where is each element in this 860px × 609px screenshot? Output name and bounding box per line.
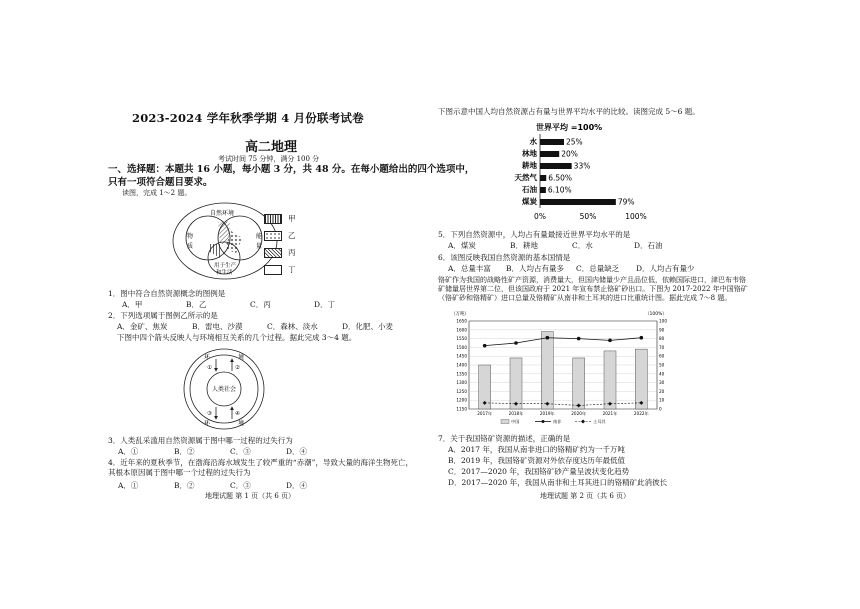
bar-value-label: 6.50%	[548, 173, 573, 183]
right-y-tick-label: 50	[659, 362, 665, 368]
cycle-center-label: 人类社会	[212, 386, 237, 393]
bar	[540, 199, 616, 205]
q3-option-a[interactable]: A．①	[118, 447, 139, 456]
q7-option-a[interactable]: A．2017 年，我国从南非进口的铬精矿约为一千万吨	[448, 445, 625, 454]
q5-option-d[interactable]: D．石油	[634, 241, 663, 250]
q3-option-b[interactable]: B．②	[174, 447, 195, 456]
question-2-options	[117, 322, 417, 332]
right-y-tick-label: 0	[659, 406, 662, 412]
turkey-line	[485, 403, 642, 406]
cycle-huan-bot: 环	[204, 420, 211, 427]
cycle-num-1: ①	[207, 365, 212, 371]
legend-item-yi	[264, 227, 304, 244]
legend-swatch-bing	[264, 248, 282, 258]
x-tick-label: 2017年	[477, 411, 493, 416]
q5-option-b[interactable]: B．耕地	[510, 241, 539, 250]
venn-label-neng: 能	[256, 233, 263, 240]
legend-marker-south-africa	[542, 420, 545, 423]
venn-label-ziran: 自然环境	[210, 210, 235, 217]
import-bar	[573, 358, 585, 409]
q3-option-c[interactable]: C．③	[230, 447, 251, 456]
bar-value-label: 79%	[617, 197, 635, 207]
question-1-options	[122, 300, 378, 310]
q2-option-d[interactable]: D．化肥、小麦	[342, 322, 394, 331]
x-tick-label: 2019年	[539, 411, 555, 416]
venn-label-liang: 量	[256, 243, 263, 250]
question-4-line1: 4．近年来的夏秋季节，在渤海沿海水域发生了较严重的“赤潮”，导致大量的海洋生物死亡，	[108, 458, 413, 467]
q1-option-a[interactable]: A．甲	[122, 300, 143, 309]
footer-left: 地理试题 第 1 页（共 6 页）	[205, 492, 296, 500]
question-4	[108, 458, 413, 478]
bar-value-label: 25%	[566, 137, 583, 147]
intro-7-8-line2: 矿储量居世界第二位，但该国政府于 2021 年宣布禁止铬矿砂出口。下图为 2017-2022 年中国铬矿	[438, 285, 748, 293]
left-y-tick-label: 1450	[456, 353, 467, 359]
cycle-num-2: ②	[235, 365, 240, 371]
right-axis-unit: （100%）	[645, 312, 667, 317]
question-3-options	[118, 447, 342, 457]
bar-value-label: 20%	[561, 149, 578, 159]
x-tick-label: 2021年	[602, 411, 618, 416]
q7-option-d[interactable]: D．2017—2020 年，我国从南非和土耳其进口的铬精矿此消彼长	[448, 478, 668, 487]
right-y-tick-label: 100	[659, 318, 667, 324]
reference-label: 世界平均 =100%	[536, 123, 603, 132]
q1-option-c[interactable]: C．丙	[250, 300, 271, 309]
subject-title: 高二地理	[245, 140, 298, 155]
question-6: 6．该图反映我国自然资源的基本国情是	[438, 253, 571, 262]
import-bar	[541, 332, 553, 409]
south-africa-line	[485, 338, 642, 346]
legend-marker-turkey	[581, 420, 585, 424]
legend-label-turkey: 土耳其	[593, 419, 606, 424]
question-5: 5．下列自然资源中，人均占有量最接近世界平均水平的是	[438, 230, 631, 239]
legend-swatch-jia	[264, 214, 282, 224]
left-y-tick-label: 1250	[456, 388, 467, 394]
right-y-tick-label: 30	[659, 380, 665, 386]
footer-right: 地理试题 第 2 页（共 6 页）	[540, 492, 631, 500]
legend-label-south-africa: 南非	[553, 419, 562, 424]
left-axis-unit: （万吨）	[451, 312, 469, 317]
import-bar	[635, 349, 647, 409]
intro-7-8	[438, 276, 758, 303]
question-5-options	[448, 241, 696, 251]
left-y-tick-label: 1650	[456, 318, 467, 324]
venn-label-yongyu: 用于生产	[214, 263, 237, 269]
q1-option-b[interactable]: B．乙	[186, 300, 207, 309]
bar-category-label: 林地	[522, 149, 537, 158]
bar-category-label: 水	[529, 137, 537, 146]
question-4-options	[118, 481, 342, 491]
q7-option-b[interactable]: B．2019 年，我国铬矿资源对外依存度达历年最低值	[448, 456, 625, 465]
x-tick-label: 2022年	[633, 411, 649, 416]
right-y-tick-label: 10	[659, 397, 665, 403]
q5-option-a[interactable]: A．煤炭	[448, 241, 476, 250]
left-y-tick-label: 1150	[456, 406, 467, 412]
left-y-tick-label: 1550	[456, 336, 467, 342]
legend-swatch-ding	[264, 265, 282, 275]
south-africa-point	[483, 344, 487, 348]
q6-option-b[interactable]: B．人均占有量多	[506, 264, 565, 273]
bar-value-label: 6.10%	[547, 185, 572, 195]
section-heading-line1: 一、选择题：本题共 16 小题，每小题 3 分，共 48 分。在每小题给出的四个选项中，	[108, 164, 475, 175]
x-tick-label: 2018年	[508, 411, 524, 416]
right-y-tick-label: 40	[659, 371, 665, 377]
legend-label-jia: 甲	[288, 213, 296, 223]
q5-option-c[interactable]: C．水	[572, 241, 593, 250]
bar-category-label: 石油	[522, 185, 537, 194]
cycle-diagram	[180, 345, 268, 433]
left-y-tick-label: 1350	[456, 371, 467, 377]
legend-item-jia	[264, 210, 304, 227]
q4-option-a[interactable]: A．①	[118, 481, 139, 490]
bar	[540, 187, 546, 193]
q4-option-c[interactable]: C．③	[230, 481, 251, 490]
bar-x-tick-label: 100%	[625, 212, 647, 221]
intro-7-8-line1: 铬矿作为我国的战略性矿产资源，消费量大，但国内储量少产且品位低，依赖国际进口，津巴布韦铬	[438, 276, 746, 284]
right-y-tick-label: 20	[659, 388, 665, 394]
intro-5-6: 下图示意中国人均自然资源占有量与世界平均水平的比较。读图完成 5～6 题。	[438, 107, 700, 116]
q6-option-c[interactable]: C．总量缺乏	[576, 264, 620, 273]
q2-option-b[interactable]: B．雷电、沙漠	[192, 322, 243, 331]
legend-swatch-china	[501, 420, 509, 424]
left-y-tick-label: 1600	[456, 327, 467, 333]
venn-label-zhi: 质	[187, 243, 194, 250]
intro-7-8-line3: （铬矿砂和铬精矿）进口总量及铬精矿从南非和土耳其的进口比重统计图。据此完成 7～8 题。	[438, 294, 732, 302]
cycle-jing-bot: 境	[238, 420, 245, 427]
legend-label-bing: 丙	[288, 247, 296, 257]
legend-label-ding: 丁	[288, 264, 296, 274]
exam-title: 2023-2024 学年秋季学期 4 月份联考试卷	[132, 111, 364, 125]
resource-bar-chart	[490, 120, 660, 228]
right-y-tick-label: 90	[659, 327, 665, 333]
q2-option-c[interactable]: C．森林、淡水	[267, 322, 318, 331]
south-africa-point	[640, 336, 644, 340]
left-y-tick-label: 1500	[456, 344, 467, 350]
cycle-num-3: ③	[207, 411, 212, 417]
q3-option-d[interactable]: D．④	[286, 447, 308, 456]
bar-x-tick-label: 0%	[534, 212, 546, 221]
question-7: 7．关于我国铬矿资源的描述，正确的是	[438, 434, 571, 443]
bar	[540, 139, 564, 145]
bar	[540, 175, 546, 181]
q6-option-d[interactable]: D．人均占有量少	[636, 264, 695, 273]
legend-swatch-yi	[264, 231, 282, 241]
cycle-jing-top: 境	[238, 354, 245, 361]
cycle-num-4: ④	[235, 411, 240, 417]
question-4-line2: 其根本原因属于图中哪一个过程的过失行为	[108, 468, 251, 477]
venn-region-vlines	[210, 244, 222, 258]
q7-option-c[interactable]: C．2017—2020 年，我国铬矿砂产量呈波状变化趋势	[448, 467, 630, 476]
section-heading-line2: 只有一项符合题目要求。	[108, 177, 213, 188]
venn-legend	[264, 210, 304, 278]
legend-label-china: 中国	[511, 419, 520, 424]
bar	[540, 163, 572, 169]
bar-category-label: 煤炭	[522, 197, 537, 206]
import-bar	[510, 358, 522, 409]
left-y-tick-label: 1200	[456, 397, 467, 403]
bar-x-tick-label: 50%	[579, 212, 597, 221]
read-instruction: 读图，完成 1～2 题。	[122, 189, 192, 197]
exam-info: 考试时间 75 分钟，满分 100 分	[218, 155, 320, 163]
q4-option-b[interactable]: B．②	[174, 481, 195, 490]
right-y-tick-label: 60	[659, 353, 665, 359]
left-y-tick-label: 1300	[456, 380, 467, 386]
question-2: 2．下列选项属于图例乙所示的是	[108, 311, 218, 320]
bar-category-label: 耕地	[522, 161, 537, 170]
intro-3-4: 下图中四个箭头反映人与环境相互关系的几个过程。据此完成 3～4 题。	[117, 333, 357, 342]
bar	[540, 151, 559, 157]
legend-item-ding	[264, 261, 304, 278]
legend-item-bing	[264, 244, 304, 261]
q6-option-a[interactable]: A．总量丰富	[448, 264, 491, 273]
q2-option-a[interactable]: A．金矿、焦炭	[117, 322, 168, 331]
south-africa-point	[608, 339, 612, 343]
question-6-options	[448, 264, 706, 274]
right-y-tick-label: 70	[659, 344, 665, 350]
cycle-huan-top: 环	[204, 354, 211, 361]
chromium-import-chart	[445, 307, 685, 432]
q1-option-d[interactable]: D．丁	[314, 300, 336, 309]
south-africa-point	[546, 336, 550, 340]
venn-label-wu: 物	[187, 233, 194, 240]
x-tick-label: 2020年	[571, 411, 587, 416]
q4-option-d[interactable]: D．④	[286, 481, 308, 490]
south-africa-point	[577, 337, 581, 341]
left-y-tick-label: 1400	[456, 362, 467, 368]
venn-label-he: 和生活	[216, 270, 233, 276]
bar-value-label: 33%	[573, 161, 591, 171]
right-y-tick-label: 80	[659, 336, 665, 342]
bar-category-label: 天然气	[514, 173, 537, 182]
legend-label-yi: 乙	[288, 230, 296, 240]
question-7-options	[448, 445, 667, 489]
south-africa-point	[514, 341, 518, 345]
question-1: 1．图中符合自然资源概念的图例是	[108, 289, 226, 298]
question-3: 3．人类乱采滥用自然资源属于图中哪一过程的过失行为	[108, 436, 293, 445]
import-bar	[604, 351, 616, 409]
section-heading	[108, 163, 474, 189]
